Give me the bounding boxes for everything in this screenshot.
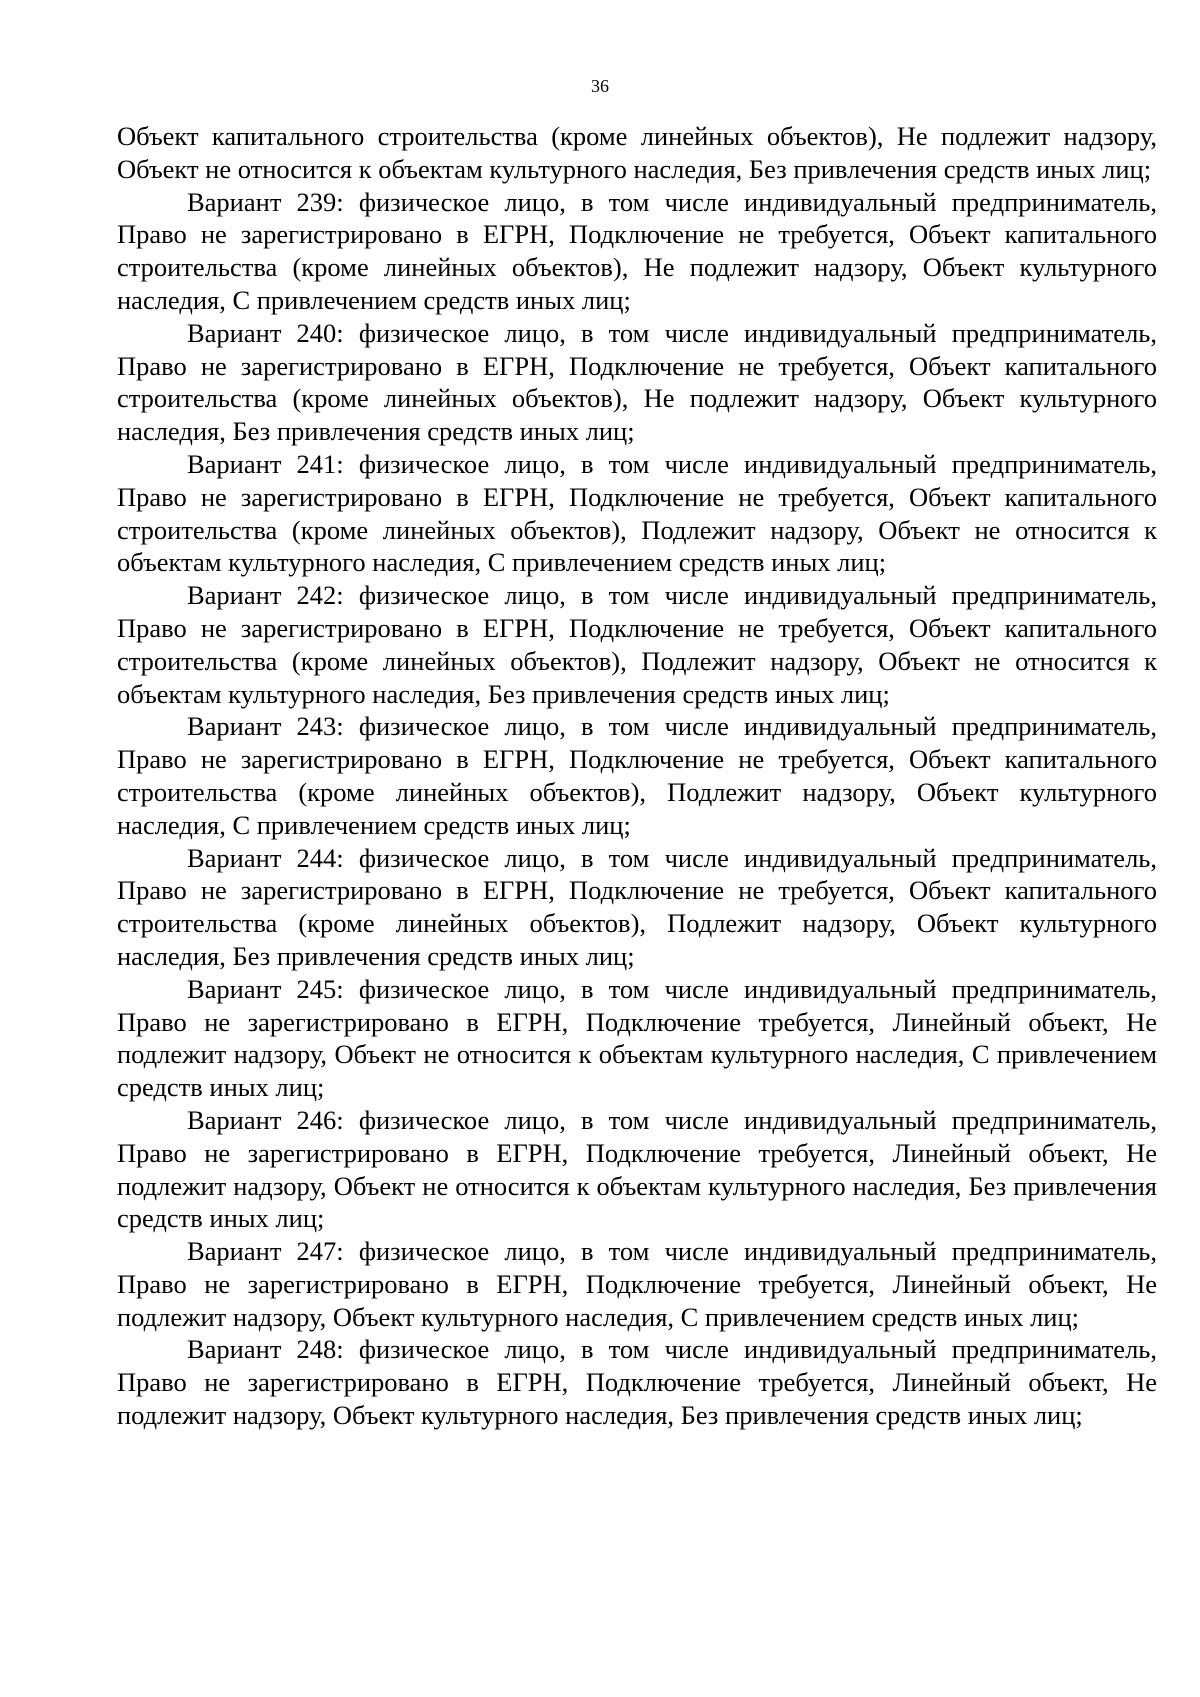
variant-paragraph-248: Вариант 248: физическое лицо, в том числе индивидуальный предприниматель, Право не зарегистрировано в ЕГРН, Подключение требуется, Линейный объект, Не подлежит надзору, Объект культурного наследия, Без привлечения средств иных лиц; [117,1334,1157,1431]
page-number: 36 [591,76,609,96]
variant-paragraph-242: Вариант 242: физическое лицо, в том числе индивидуальный предприниматель, Право не зарегистрировано в ЕГРН, Подключение не требуется, Объект капитального строительства (кроме линейных объектов), Подлежит надзору, Объект не относится к объектам культурного наследия, Без привлечения средств иных лиц; [117,580,1157,709]
variant-paragraph-241: Вариант 241: физическое лицо, в том числе индивидуальный предприниматель, Право не зарегистрировано в ЕГРН, Подключение не требуется, Объект капитального строительства (кроме линейных объектов), Подлежит надзору, Объект не относится к объектам культурного наследия, С привлечением средств иных лиц; [117,448,1157,578]
variant-paragraph-240: Вариант 240: физическое лицо, в том числе индивидуальный предприниматель, Право не зарегистрировано в ЕГРН, Подключение не требуется, Объект капитального строительства (кроме линейных объектов), Не подлежит надзору, Объект культурного наследия, Без привлечения средств иных лиц; [117,317,1157,447]
variant-paragraph-246: Вариант 246: физическое лицо, в том числе индивидуальный предприниматель, Право не зарегистрировано в ЕГРН, Подключение требуется, Линейный объект, Не подлежит надзору, Объект не относится к объектам культурного наследия, Без привлечения средств иных лиц; [117,1104,1157,1234]
variant-paragraph-243: Вариант 243: физическое лицо, в том числе индивидуальный предприниматель, Право не зарегистрировано в ЕГРН, Подключение не требуется, Объект капитального строительства (кроме линейных объектов), Подлежит надзору, Объект культурного наследия, С привлечением средств иных лиц; [117,711,1157,840]
variant-paragraph-244: Вариант 244: физическое лицо, в том числе индивидуальный предприниматель, Право не зарегистрировано в ЕГРН, Подключение не требуется, Объект капитального строительства (кроме линейных объектов), Подлежит надзору, Объект культурного наследия, Без привлечения средств иных лиц; [117,842,1157,971]
intro-paragraph: Объект капитального строительства (кроме линейных объектов), Не подлежит надзору, Объект не относится к объектам культурного наследия, Без привлечения средств иных лиц; [117,121,1157,184]
document-body [117,120,1157,1432]
variant-paragraph-239: Вариант 239: физическое лицо, в том числе индивидуальный предприниматель, Право не зарегистрировано в ЕГРН, Подключение не требуется, Объект капитального строительства (кроме линейных объектов), Не подлежит надзору, Объект культурного наследия, С привлечением средств иных лиц; [117,186,1157,315]
variant-paragraph-245: Вариант 245: физическое лицо, в том числе индивидуальный предприниматель, Право не зарегистрировано в ЕГРН, Подключение требуется, Линейный объект, Не подлежит надзору, Объект не относится к объектам культурного наследия, С привлечением средств иных лиц; [117,973,1157,1103]
variant-paragraph-247: Вариант 247: физическое лицо, в том числе индивидуальный предприниматель, Право не зарегистрировано в ЕГРН, Подключение требуется, Линейный объект, Не подлежит надзору, Объект культурного наследия, С привлечением средств иных лиц; [117,1236,1157,1332]
